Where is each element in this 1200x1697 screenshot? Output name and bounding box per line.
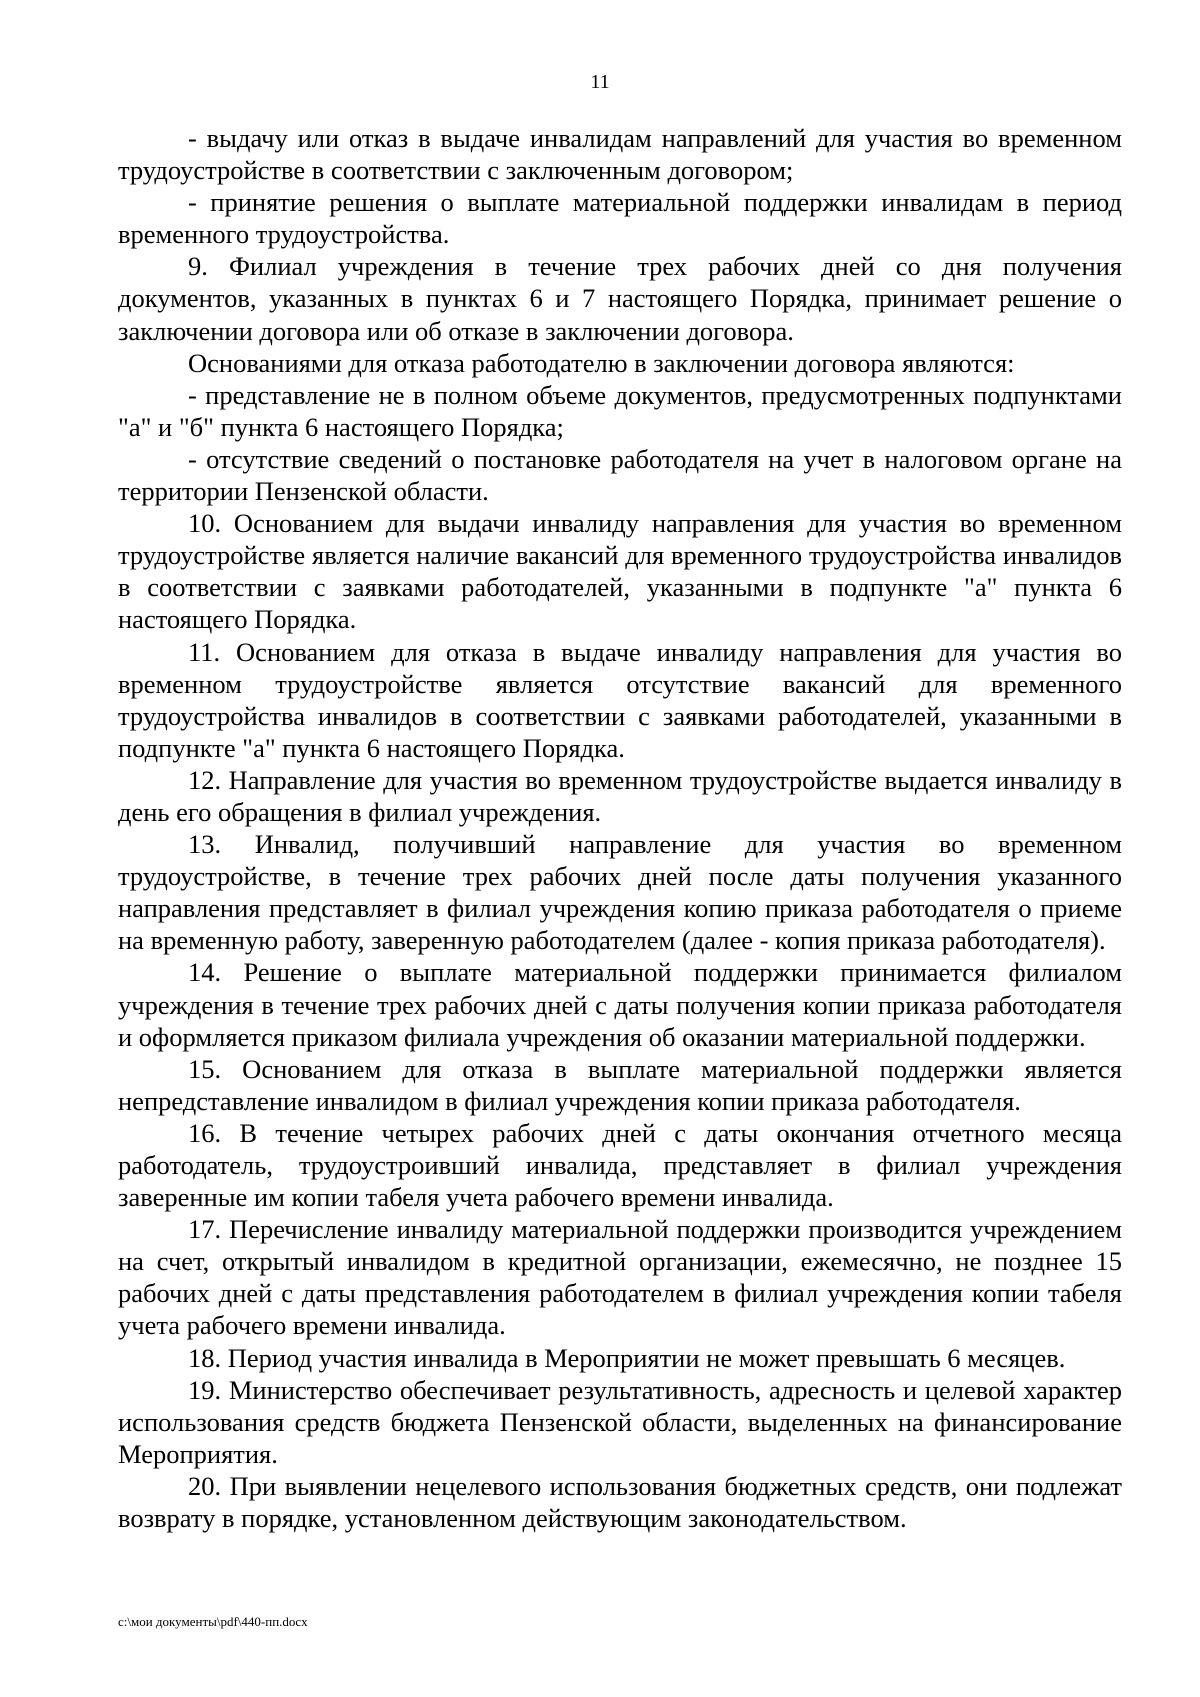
paragraph-item-15: 15. Основанием для отказа в выплате материальной поддержки является непредставление инвалидом в филиал учреждения копии приказа работодателя.	[118, 1053, 1122, 1116]
footer-file-path: c:\мои документы\pdf\440-пп.docx	[118, 1614, 308, 1629]
paragraph-item-9: 9. Филиал учреждения в течение трех рабочих дней со дня получения документов, указанных в пунктах 6 и 7 настоящего Порядка, принимает решение о заключении договора или об отказе в заключении договора.	[118, 251, 1122, 346]
paragraph-item-14: 14. Решение о выплате материальной поддержки принимается филиалом учреждения в течение трех рабочих дней с даты получения копии приказа работодателя и оформляется приказом филиала учреждения об оказании материальной поддержки.	[118, 957, 1122, 1052]
paragraph-item-20: 20. При выявлении нецелевого использования бюджетных средств, они подлежат возврату в порядке, установленном действующим законодательством.	[118, 1470, 1122, 1534]
paragraph-item-10: 10. Основанием для выдачи инвалиду направления для участия во временном трудоустройстве является наличие вакансий для временного трудоустройства инвалидов в соответствии с заявками работодателей, указанными в подпункте "а" пункта 6 настоящего Порядка.	[118, 508, 1122, 635]
paragraph-item-17: 17. Перечисление инвалиду материальной поддержки производится учреждением на счет, открытый инвалидом в кредитной организации, ежемесячно, не позднее 15 рабочих дней с даты представления работодателем в филиал учреждения копии табеля учета рабочего времени инвалида.	[118, 1214, 1122, 1341]
paragraph-refusal-grounds: Основаниями для отказа работодателю в заключении договора являются:	[188, 347, 1015, 378]
paragraph-item-16: 16. В течение четырех рабочих дней с даты окончания отчетного месяца работодатель, трудоустроивший инвалида, представляет в филиал учреждения заверенные им копии табеля учета рабочего времени инвалида.	[118, 1117, 1122, 1213]
paragraph-bullet-no-tax-record: - отсутствие сведений о постановке работодателя на учет в налоговом органе на территории Пензенской области.	[118, 443, 1122, 507]
paragraph-item-13: 13. Инвалид, получивший направление для участия во временном трудоустройстве, в течение трех рабочих дней после даты получения указанного направления представляет в филиал учреждения копию приказа работодателя о приеме на временную работу, заверенную работодателем (далее - копия приказа работодателя).	[118, 829, 1122, 956]
paragraph-item-18: 18. Период участия инвалида в Мероприятии не может превышать 6 месяцев.	[188, 1342, 1066, 1373]
page-number: 11	[590, 71, 610, 93]
document-body	[118, 122, 1122, 1534]
paragraph-bullet-decision: - принятие решения о выплате материальной поддержки инвалидам в период временного трудоустройства.	[118, 187, 1122, 250]
paragraph-item-19: 19. Министерство обеспечивает результативность, адресность и целевой характер использования средств бюджета Пензенской области, выделенных на финансирование Мероприятия.	[118, 1374, 1122, 1469]
paragraph-bullet-incomplete-docs: - представление не в полном объеме документов, предусмотренных подпунктами "а" и "б" пункта 6 настоящего Порядка;	[118, 379, 1122, 442]
paragraph-item-12: 12. Направление для участия во временном трудоустройстве выдается инвалиду в день его обращения в филиал учреждения.	[118, 764, 1122, 827]
paragraph-bullet-referrals: - выдачу или отказ в выдаче инвалидам направлений для участия во временном трудоустройстве в соответствии с заключенным договором;	[118, 123, 1122, 186]
paragraph-item-11: 11. Основанием для отказа в выдаче инвалиду направления для участия во временном трудоустройстве является отсутствие вакансий для временного трудоустройства инвалидов в соответствии с заявками работодателей, указанными в подпункте "а" пункта 6 настоящего Порядка.	[118, 636, 1122, 763]
